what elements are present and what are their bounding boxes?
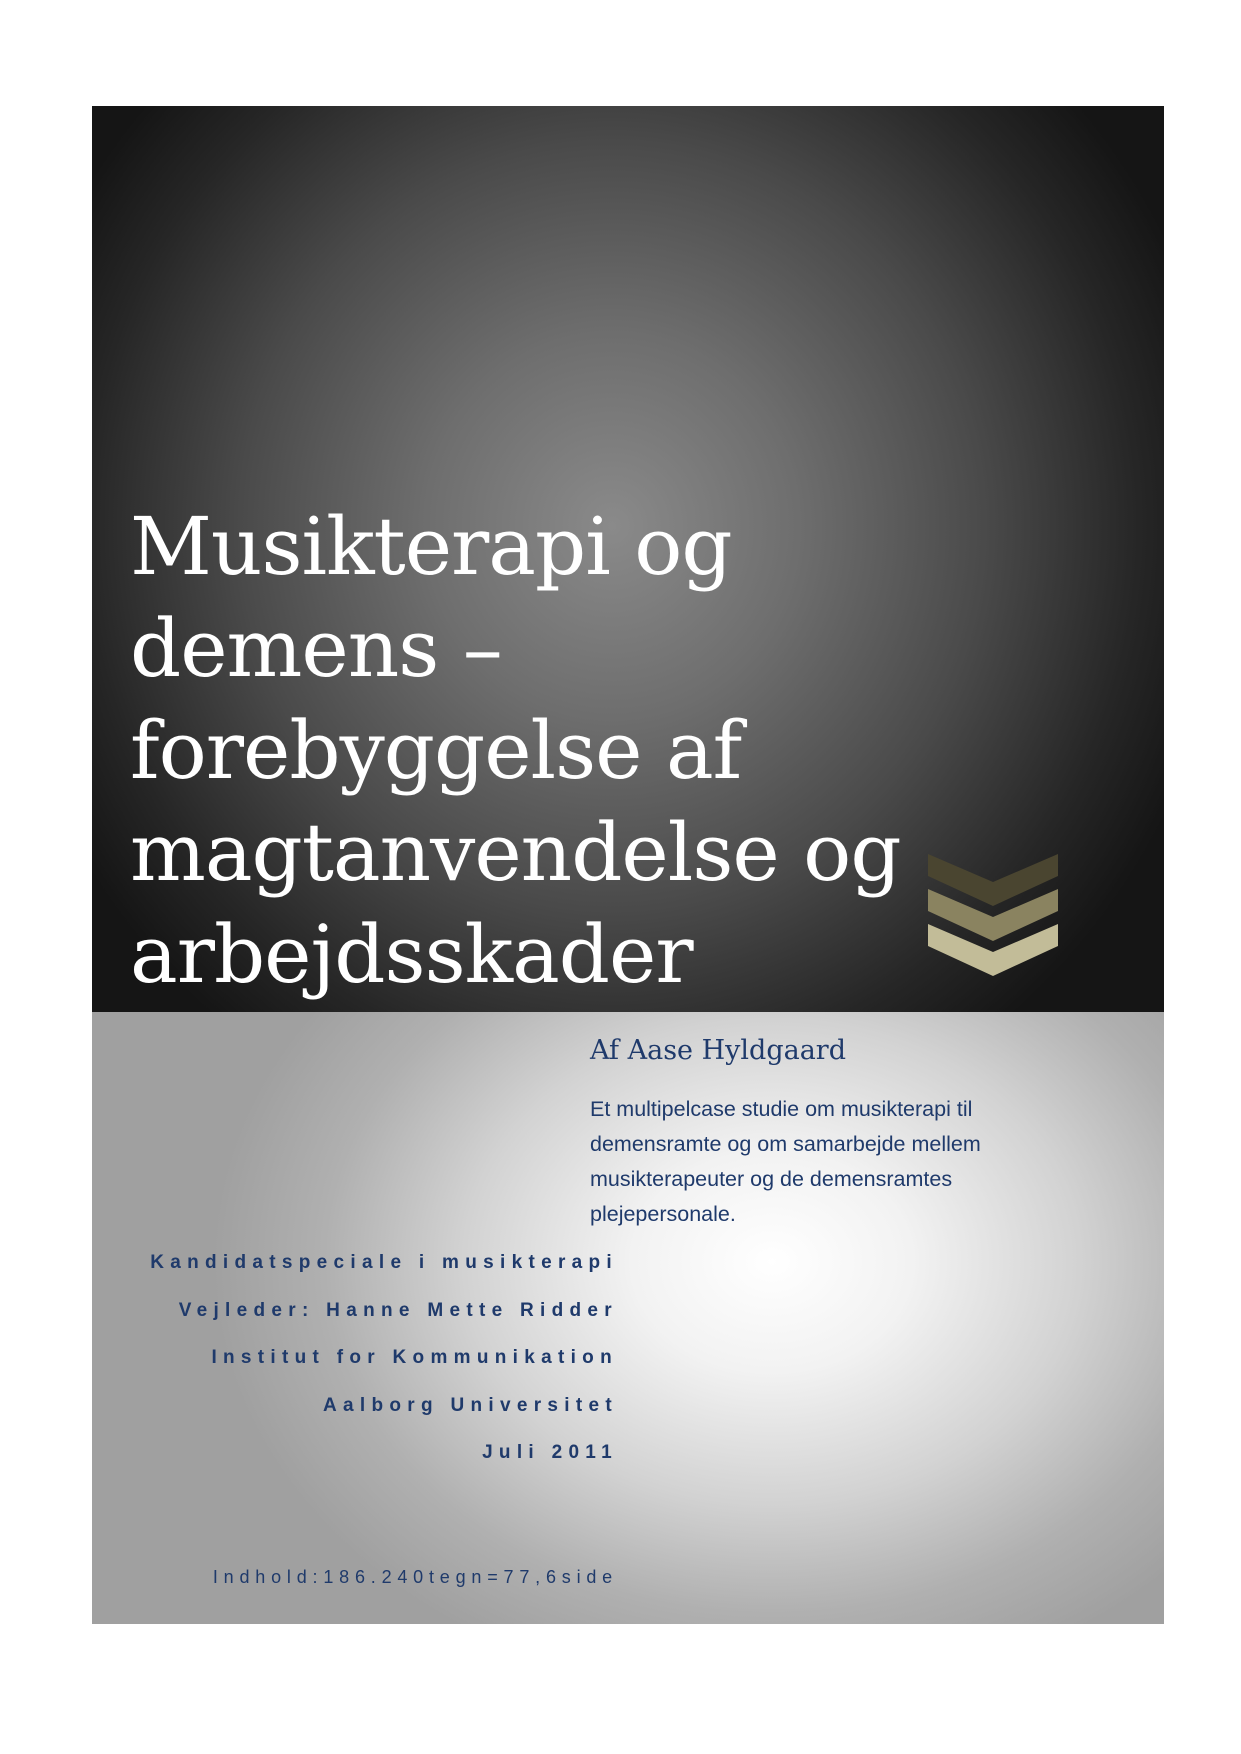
content-count: Indhold:186.240tegn=77,6side [212, 1567, 618, 1587]
title-panel [92, 106, 1164, 1012]
title-line: Musikterapi og [130, 500, 732, 593]
info-panel [92, 1012, 1164, 1624]
title-line: magtanvendelse og [130, 806, 901, 899]
institute: Institut for Kommunikation [211, 1347, 618, 1368]
subtitle-line: musikterapeuter og de demensramtes [590, 1167, 953, 1191]
subtitle-line: demensramte og om samarbejde mellem [590, 1132, 981, 1156]
title-line: arbejdsskader [130, 908, 693, 1001]
date: Juli 2011 [482, 1442, 618, 1463]
thesis-info [150, 1252, 618, 1490]
document-title [130, 496, 1030, 1006]
supervisor: Vejleder: Hanne Mette Ridder [178, 1299, 618, 1321]
thesis-type: Kandidatspeciale i musikterapi [150, 1252, 618, 1273]
cover-page [92, 106, 1164, 1624]
author-name: Af Aase Hyldgaard [590, 1035, 846, 1066]
university: Aalborg Universitet [323, 1394, 618, 1416]
subtitle-line: plejepersonale. [590, 1202, 736, 1226]
title-line: forebyggelse af [130, 704, 742, 797]
subtitle-line: Et multipelcase studie om musikterapi til [590, 1097, 973, 1121]
document-subtitle [590, 1092, 1030, 1232]
title-line: demens – [130, 602, 502, 695]
triple-chevron-icon [928, 854, 1058, 978]
